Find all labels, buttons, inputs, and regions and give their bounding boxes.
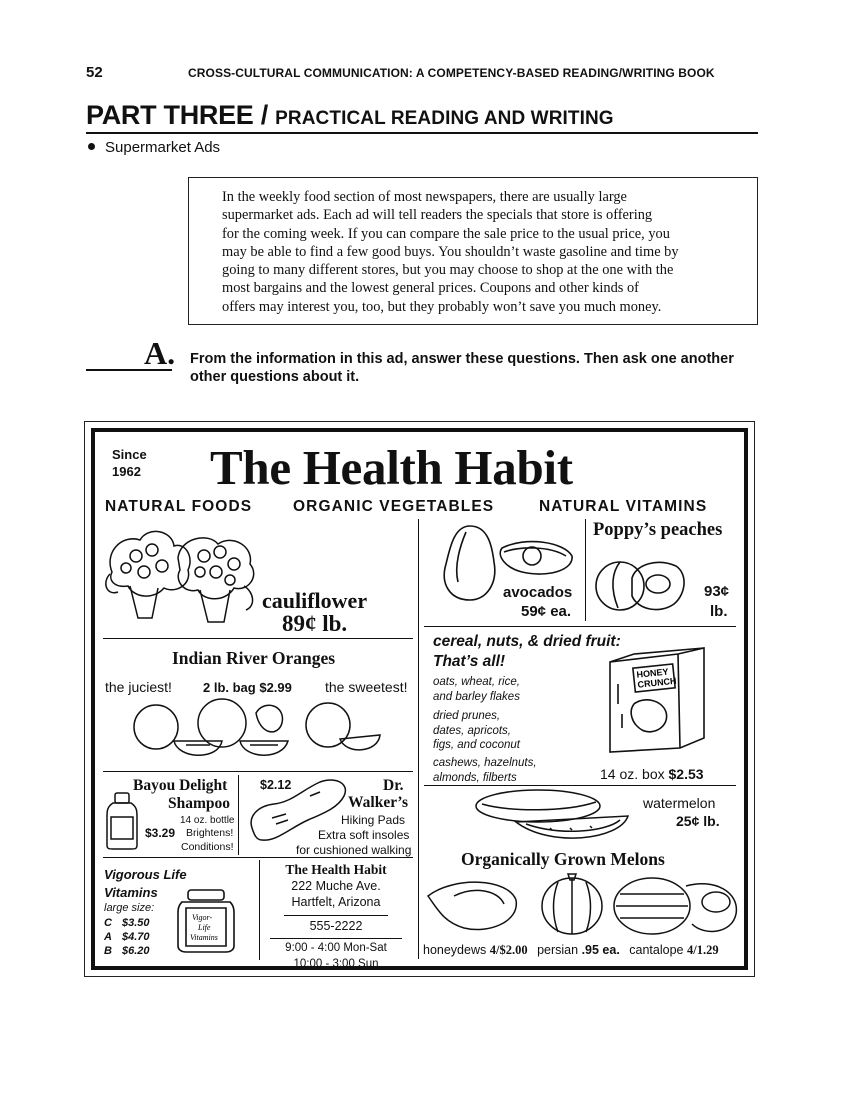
store-name: The Health Habit xyxy=(210,440,573,495)
cereal-line: dried prunes, xyxy=(433,710,501,722)
melons-title: Organically Grown Melons xyxy=(461,849,665,869)
part-title-main: PART THREE xyxy=(86,100,254,130)
intro-line: offers may interest you, too, but they probably won’t save you much money. xyxy=(222,298,662,315)
insoles-price: $2.12 xyxy=(260,778,292,792)
vitamin-letter: C xyxy=(104,917,112,929)
vitamins-title-line1: Vigorous Life xyxy=(104,867,187,882)
cereal-group-fruit xyxy=(433,709,520,753)
since-label: Since xyxy=(112,447,147,462)
cereal-line: dates, apricots, xyxy=(433,724,511,737)
honeydews-label: honeydews xyxy=(423,943,487,957)
shampoo-name-line1: Bayou Delight xyxy=(133,777,228,794)
oranges-illustration xyxy=(132,697,382,763)
ad-divider xyxy=(103,857,413,858)
vitamin-price: $6.20 xyxy=(122,945,150,957)
cantalope-price: 4/1.29 xyxy=(686,943,719,957)
insoles-name-line3: Hiking Pads xyxy=(341,813,406,827)
insoles-name-line2: Walker’s xyxy=(348,794,408,811)
bullet-item xyxy=(88,139,220,156)
ad-divider xyxy=(585,519,586,621)
instruction-line: From the information in this ad, answer these questions. Then ask one another xyxy=(190,351,734,367)
cereal-subtitle: That’s all! xyxy=(433,653,506,670)
oranges-title: Indian River Oranges xyxy=(172,648,336,668)
intro-line: In the weekly food section of most newspapers, there are usually large xyxy=(222,189,627,205)
cereal-line: and barley flakes xyxy=(433,690,520,703)
store-info-name: The Health Habit xyxy=(285,862,387,877)
tagline-natural-vitamins: NATURAL VITAMINS xyxy=(539,498,708,515)
store-info-rule xyxy=(284,910,388,916)
insoles-name-line1: Dr. xyxy=(383,777,404,794)
part-title xyxy=(86,100,614,131)
ad-divider xyxy=(103,771,413,772)
cereal-box-offer xyxy=(600,766,704,782)
peaches-unit: lb. xyxy=(710,603,728,620)
store-info-address2: Hartfelt, Arizona xyxy=(291,895,381,909)
cereal-group-nuts xyxy=(433,756,537,785)
cereal-line: almonds, filberts xyxy=(433,771,517,784)
cereal-line: figs, and coconut xyxy=(433,739,520,751)
cereal-group-grains xyxy=(433,675,520,704)
persian-label: persian xyxy=(537,943,579,957)
watermelon-price: 25¢ lb. xyxy=(676,813,720,829)
shampoo-name-line2: Shampoo xyxy=(168,795,231,812)
shampoo-size: 14 oz. bottle xyxy=(180,815,235,826)
vitamin-price: $3.50 xyxy=(122,917,150,929)
cereal-brand-line1: HONEY xyxy=(636,666,669,680)
vitamin-price: $4.70 xyxy=(122,931,150,943)
oranges-right-slogan: the sweetest! xyxy=(325,679,408,695)
vitamins-price-list xyxy=(104,916,150,958)
part-title-separator: / xyxy=(260,100,268,130)
cantalope-label: cantalope xyxy=(629,943,684,957)
avocados-name: avocados xyxy=(503,584,573,601)
persian-price: .95 ea. xyxy=(581,943,620,957)
part-subtitle: PRACTICAL READING AND WRITING xyxy=(275,108,614,129)
cereal-box-illustration xyxy=(604,644,708,754)
ad-divider-vertical xyxy=(418,519,419,959)
store-info-rule xyxy=(270,934,402,939)
tagline-natural-foods: NATURAL FOODS xyxy=(105,498,253,515)
vitamins-size-label: large size: xyxy=(104,902,155,914)
cereal-box-label: 14 oz. box xyxy=(600,766,665,782)
since-block xyxy=(112,446,147,480)
section-instructions xyxy=(190,350,750,386)
ad-divider xyxy=(238,775,239,855)
cauliflower-illustration xyxy=(100,522,260,626)
vitamin-row xyxy=(104,916,150,930)
oranges-price: 2 lb. bag $2.99 xyxy=(203,680,292,695)
instruction-line: other questions about it. xyxy=(190,369,360,385)
vitamin-letter: A xyxy=(104,931,112,943)
ad-divider xyxy=(259,860,260,960)
vitamin-letter: B xyxy=(104,945,112,957)
store-info-address1: 222 Muche Ave. xyxy=(291,879,381,893)
store-info-hours2: 10:00 - 3:00 Sun xyxy=(293,958,379,970)
intro-line: supermarket ads. Each ad will tell readers the specials that store is offering xyxy=(222,207,653,224)
cereal-brand-line2: CRUNCH xyxy=(637,675,677,690)
cauliflower-name: cauliflower xyxy=(262,588,368,613)
jar-label-line: Vigor- xyxy=(192,913,213,922)
section-letter: A. xyxy=(144,335,176,371)
shampoo-claim-1: Brightens! xyxy=(186,827,234,839)
vitamin-row xyxy=(104,944,150,958)
vitamins-title-line2: Vitamins xyxy=(104,885,158,900)
insoles-desc-line2: for cushioned walking xyxy=(296,843,412,857)
shampoo-price: $3.29 xyxy=(145,826,176,840)
peaches-name: Poppy’s peaches xyxy=(593,520,723,540)
oranges-left-slogan: the juciest! xyxy=(105,679,172,695)
intro-line: for the coming week. If you can compare the sale price to the usual price, you xyxy=(222,225,670,242)
watermelon-name: watermelon xyxy=(643,795,716,811)
ad-divider xyxy=(424,785,736,786)
store-info-phone: 555-2222 xyxy=(309,919,363,933)
store-info-hours1: 9:00 - 4:00 Mon-Sat xyxy=(285,942,387,954)
since-year: 1962 xyxy=(112,464,141,479)
jar-label-line: Life xyxy=(198,923,211,932)
peach-illustration xyxy=(592,548,688,618)
insoles-desc-line1: Extra soft insoles xyxy=(318,828,410,842)
peaches-price: 93¢ xyxy=(704,583,730,600)
tagline-organic-vegetables: ORGANIC VEGETABLES xyxy=(293,498,495,515)
honeydews-price: 4/$2.00 xyxy=(489,943,528,957)
page-number: 52 xyxy=(86,64,103,81)
melon-prices xyxy=(423,943,719,958)
intro-line: may be able to find a few good buys. You shouldn’t waste gasoline and time by xyxy=(222,243,679,260)
melons-illustration xyxy=(424,872,740,940)
shampoo-bottle-illustration xyxy=(105,791,139,851)
vitamins-title xyxy=(104,866,187,902)
intro-line: most bargains and the lowest general prices. Coupons and other kinds of xyxy=(222,280,639,297)
part-rule xyxy=(86,132,758,134)
intro-line: going to many different stores, but you may choose to shop at the one with the xyxy=(222,262,674,279)
cauliflower-price: 89¢ lb. xyxy=(282,611,348,636)
bullet-text: Supermarket Ads xyxy=(105,139,221,156)
ad-divider xyxy=(103,638,413,639)
avocados-price: 59¢ ea. xyxy=(521,603,572,620)
ad-divider xyxy=(424,626,736,627)
running-head: CROSS-CULTURAL COMMUNICATION: A COMPETENCY-BASED READING/WRITING BOOK xyxy=(188,66,715,80)
intro-paragraph xyxy=(222,188,734,316)
vitamin-jar-illustration xyxy=(176,888,236,954)
bullet-dot-icon xyxy=(88,143,95,150)
shampoo-claim-2: Conditions! xyxy=(181,841,234,853)
watermelon-illustration xyxy=(470,788,636,848)
cereal-line: cashews, hazelnuts, xyxy=(433,757,537,769)
cereal-line: oats, wheat, rice, xyxy=(433,676,520,688)
cereal-title: cereal, nuts, & dried fruit: xyxy=(433,633,621,650)
vitamin-row xyxy=(104,930,150,944)
store-info xyxy=(262,862,410,972)
cereal-box-price: $2.53 xyxy=(668,766,704,782)
jar-label-line: Vitamins xyxy=(190,933,218,942)
